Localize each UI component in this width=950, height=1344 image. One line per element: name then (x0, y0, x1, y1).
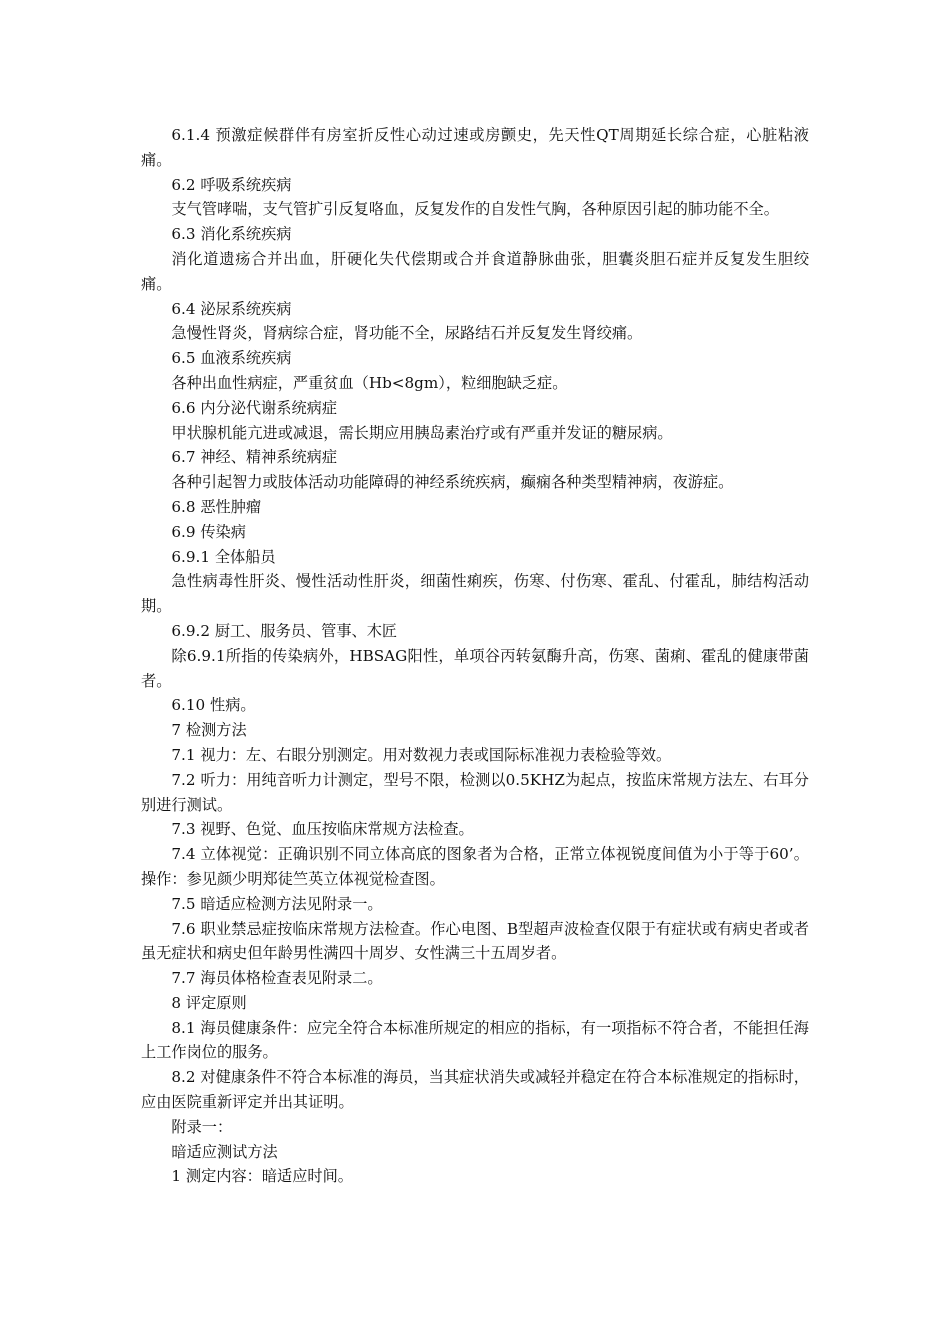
document-page (141, 123, 809, 1189)
heading-6-4: 6.4 泌尿系统疾病 (171, 299, 292, 318)
heading-6-8: 6.8 恶性肿瘤 (171, 497, 262, 516)
paragraph-8-2: 8.2 对健康条件不符合本标准的海员，当其症状消失或减轻并稳定在符合本标准规定的指标时，应由医院重新评定并出其证明。 (141, 1068, 809, 1112)
paragraph-7-3: 7.3 视野、色觉、血压按临床常规方法检查。 (171, 820, 474, 839)
paragraph-digestive: 消化道遗疡合并出血，肝硬化失代偿期或合并食道静脉曲张，胆囊炎胆石症并反复发生胆绞痛。 (141, 249, 809, 293)
paragraph-7-6: 7.6 职业禁忌症按临床常规方法检查。作心电图、B型超声波检查仅限于有症状或有病史者或者虽无症状和病史但年龄男性满四十周岁、女性满三十五周岁者。 (141, 919, 809, 963)
paragraph-7-1: 7.1 视力：左、右眼分别测定。用对数视力表或国际标准视力表检验等效。 (171, 745, 672, 764)
appendix-title: 暗适应测试方法 (171, 1142, 278, 1161)
paragraph-endocrine: 甲状腺机能亢进或减退，需长期应用胰岛素治疗或有严重并发证的糖尿病。 (171, 423, 673, 442)
heading-6-9-1: 6.9.1 全体船员 (171, 547, 276, 566)
heading-6-9: 6.9 传染病 (171, 522, 246, 541)
paragraph-7-4: 7.4 立体视觉：正确识别不同立体高底的图象者为合格，正常立体视锐度间值为小于等于60’。操作：参见颜少明郑徒竺英立体视觉检查图。 (141, 845, 809, 888)
paragraph-7-2: 7.2 听力：用纯音听力计测定，型号不限，检测以0.5KHZ为起点，按监床常规方法左、右耳分别进行测试。 (141, 770, 809, 814)
paragraph-8-1: 8.1 海员健康条件：应完全符合本标准所规定的相应的指标，有一项指标不符合者，不能担任海上工作岗位的服务。 (141, 1018, 809, 1062)
appendix-item-1: 1 测定内容：暗适应时间。 (171, 1167, 353, 1186)
paragraph-6-1-4: 6.1.4 预激症候群伴有房室折反性心动过速或房颤史，先天性QT周期延长综合症，心脏粘液痛。 (141, 126, 809, 169)
heading-6-2: 6.2 呼吸系统疾病 (171, 175, 292, 194)
heading-7: 7 检测方法 (171, 721, 247, 740)
paragraph-urinary: 急慢性肾炎，肾病综合症，肾功能不全，尿路结石并反复发生肾绞痛。 (171, 324, 643, 343)
paragraph-neuro: 各种引起智力或肢体活动功能障碍的神经系统疾病，癫痫各种类型精神病，夜游症。 (171, 473, 734, 492)
paragraph-all-crew: 急性病毒性肝炎、慢性活动性肝炎，细菌性痢疾，伤寒、付伤寒、霍乱、付霍乱，肺结构活动期。 (141, 572, 809, 616)
paragraph-respiratory: 支气管哮喘，支气管扩引反复咯血，反复发作的自发性气胸，各种原因引起的肺功能不全。 (171, 200, 779, 219)
heading-6-9-2: 6.9.2 厨工、服务员、管事、木匠 (171, 621, 398, 640)
heading-6-7: 6.7 神经、精神系统病症 (171, 448, 338, 467)
heading-6-10: 6.10 性病。 (171, 696, 256, 715)
heading-6-3: 6.3 消化系统疾病 (171, 225, 292, 244)
heading-8: 8 评定原则 (171, 993, 247, 1012)
appendix-heading: 附录一： (171, 1117, 233, 1136)
paragraph-blood: 各种出血性病症，严重贫血（Hb<8gm），粒细胞缺乏症。 (171, 373, 568, 392)
heading-6-6: 6.6 内分泌代谢系统病症 (171, 398, 338, 417)
paragraph-kitchen-staff: 除6.9.1所指的传染病外，HBSAG阳性，单项谷丙转氨酶升高，伤寒、菌痢、霍乱的健康带菌者。 (141, 646, 809, 690)
paragraph-7-5: 7.5 暗适应检测方法见附录一。 (171, 894, 383, 913)
heading-6-5: 6.5 血液系统疾病 (171, 349, 292, 368)
paragraph-7-7: 7.7 海员体格检查表见附录二。 (171, 969, 383, 988)
